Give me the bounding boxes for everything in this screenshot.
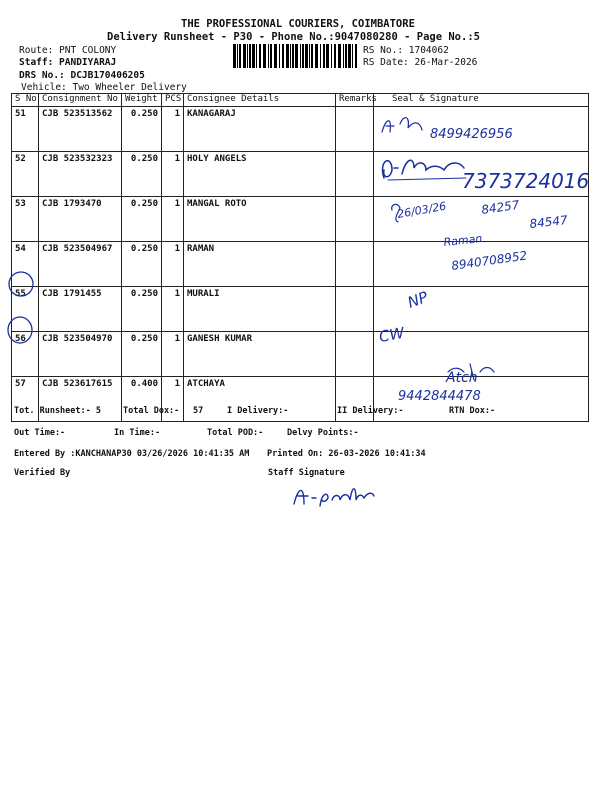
hw-r53-num2: 84547 xyxy=(528,213,569,231)
cell-consignee: GANESH KUMAR xyxy=(184,332,336,377)
barcode-bar xyxy=(338,44,341,68)
total-dox-label: Total Dox:- xyxy=(123,406,180,416)
barcode-bar xyxy=(274,44,277,68)
cell-sno: 51 xyxy=(12,107,39,152)
hw-r57-name: Atch xyxy=(446,370,478,386)
cell-consignee: ATCHAYA xyxy=(184,377,336,422)
rs-number: RS No.: 1704062 xyxy=(363,45,449,56)
hw-r53-num: 84257 xyxy=(480,197,521,217)
barcode-bar xyxy=(305,44,308,68)
i-delivery: I Delivery:- xyxy=(227,406,289,416)
total-dox-value: 57 xyxy=(193,406,204,416)
table-header-row xyxy=(12,94,589,107)
barcode-bar xyxy=(352,44,353,68)
cell-consignee: MURALI xyxy=(184,287,336,332)
barcode-bar xyxy=(256,44,257,68)
barcode-bar xyxy=(355,44,357,68)
cell-consignee: RAMAN xyxy=(184,242,336,287)
barcode-bar xyxy=(343,44,344,68)
cell-sno: 56 xyxy=(12,332,39,377)
cell-consignment: CJB 1793470 xyxy=(39,197,122,242)
cell-sno: 52 xyxy=(12,152,39,197)
barcode-bar xyxy=(331,44,332,68)
barcode-bar xyxy=(270,44,272,68)
ii-delivery: II Delivery:- xyxy=(337,406,404,416)
barcode-bar xyxy=(345,44,347,68)
staff-signature-scribble xyxy=(288,478,378,512)
cell-consignee: MANGAL ROTO xyxy=(184,197,336,242)
in-time: In Time:- xyxy=(114,428,161,438)
cell-weight: 0.250 xyxy=(122,242,162,287)
col-signature: Seal & Signature xyxy=(374,94,589,107)
cell-remarks xyxy=(336,242,374,287)
cell-consignee: HOLY ANGELS xyxy=(184,152,336,197)
cell-remarks xyxy=(336,107,374,152)
cell-weight: 0.250 xyxy=(122,197,162,242)
barcode-bar xyxy=(237,44,238,68)
cell-consignment: CJB 1791455 xyxy=(39,287,122,332)
barcode-bar xyxy=(268,44,269,68)
barcode-bar xyxy=(320,44,321,68)
col-weight: Weight xyxy=(122,94,162,107)
route-label: Route: PNT COLONY xyxy=(19,45,117,56)
barcode-bar xyxy=(249,44,251,68)
cell-pcs: 1 xyxy=(162,107,184,152)
barcode-bar xyxy=(309,44,310,68)
rtn-dox: RTN Dox:- xyxy=(449,406,496,416)
barcode-bar xyxy=(233,44,236,68)
barcode-bar xyxy=(290,44,291,68)
barcode-bar xyxy=(263,44,266,68)
vehicle-label: Vehicle: Two Wheeler Delivery xyxy=(21,82,187,93)
col-consignee: Consignee Details xyxy=(184,94,336,107)
cell-remarks xyxy=(336,287,374,332)
verified-by: Verified By xyxy=(14,468,71,478)
barcode-bar xyxy=(302,44,304,68)
hw-r52: 7373724016 xyxy=(462,169,590,193)
company-name: THE PROFESSIONAL COURIERS, COIMBATORE xyxy=(181,18,415,30)
cell-weight: 0.250 xyxy=(122,287,162,332)
cell-consignment: CJB 523617615 xyxy=(39,377,122,422)
hw-r56: CW xyxy=(377,323,406,346)
hw-r53-date: 26/03/26 xyxy=(396,199,448,221)
hw-r51: 8499426956 xyxy=(430,127,513,142)
barcode-bar xyxy=(311,44,313,68)
col-pcs: PCS xyxy=(162,94,184,107)
cell-remarks xyxy=(336,332,374,377)
cell-weight: 0.250 xyxy=(122,152,162,197)
barcode-bar xyxy=(286,44,289,68)
drs-number: DRS No.: DCJB170406205 xyxy=(19,70,145,81)
cell-sno: 53 xyxy=(12,197,39,242)
barcode-bar xyxy=(326,44,329,68)
rs-date: RS Date: 26-Mar-2026 xyxy=(363,57,478,68)
barcode-bar xyxy=(239,44,241,68)
barcode-bar xyxy=(252,44,255,68)
tot-runsheet: Tot. Runsheet:- 5 xyxy=(14,406,101,416)
cell-pcs: 1 xyxy=(162,242,184,287)
cell-weight: 0.250 xyxy=(122,332,162,377)
barcode-bar xyxy=(300,44,301,68)
barcode-bar xyxy=(348,44,351,68)
barcode-bar xyxy=(315,44,318,68)
entered-by: Entered By :KANCHANAP30 03/26/2026 10:41:35 AM xyxy=(14,449,250,459)
cell-weight: 0.400 xyxy=(122,377,162,422)
cell-sno: 55 xyxy=(12,287,39,332)
cell-pcs: 1 xyxy=(162,377,184,422)
runsheet-title: Delivery Runsheet - P30 - Phone No.:9047080280 - Page No.:5 xyxy=(107,31,480,43)
handwritten-annotations xyxy=(370,110,595,410)
barcode-bar xyxy=(334,44,336,68)
col-sno: S No xyxy=(12,94,39,107)
barcode-bar xyxy=(279,44,280,68)
total-pod: Total POD:- xyxy=(207,428,264,438)
cell-pcs: 1 xyxy=(162,152,184,197)
out-time: Out Time:- xyxy=(14,428,66,438)
hw-r54-num: 8940708952 xyxy=(450,248,529,273)
hw-r55: NP xyxy=(405,287,431,312)
staff-label: Staff: PANDIYARAJ xyxy=(19,57,117,68)
cell-consignment: CJB 523504967 xyxy=(39,242,122,287)
cell-consignee: KANAGARAJ xyxy=(184,107,336,152)
barcode-bar xyxy=(247,44,248,68)
col-remarks: Remarks xyxy=(336,94,374,107)
cell-sno: 54 xyxy=(12,242,39,287)
barcode-bar xyxy=(259,44,261,68)
circle-marks xyxy=(5,270,37,350)
barcode-bar xyxy=(282,44,284,68)
staff-signature-label: Staff Signature xyxy=(268,468,345,478)
cell-consignment: CJB 523513562 xyxy=(39,107,122,152)
cell-pcs: 1 xyxy=(162,287,184,332)
barcode-bar xyxy=(295,44,298,68)
barcode xyxy=(233,44,358,68)
cell-consignment: CJB 523532323 xyxy=(39,152,122,197)
cell-consignment: CJB 523504970 xyxy=(39,332,122,377)
cell-remarks xyxy=(336,197,374,242)
cell-pcs: 1 xyxy=(162,332,184,377)
cell-remarks xyxy=(336,152,374,197)
col-consignment: Consignment No xyxy=(39,94,122,107)
delvy-points: Delvy Points:- xyxy=(287,428,359,438)
hw-r57-num: 9442844478 xyxy=(398,389,481,404)
barcode-bar xyxy=(243,44,246,68)
barcode-bar xyxy=(323,44,325,68)
cell-sno: 57 xyxy=(12,377,39,422)
cell-weight: 0.250 xyxy=(122,107,162,152)
cell-pcs: 1 xyxy=(162,197,184,242)
barcode-bar xyxy=(292,44,294,68)
hw-r54-name: Raman xyxy=(442,231,483,249)
printed-on: Printed On: 26-03-2026 10:41:34 xyxy=(267,449,426,459)
